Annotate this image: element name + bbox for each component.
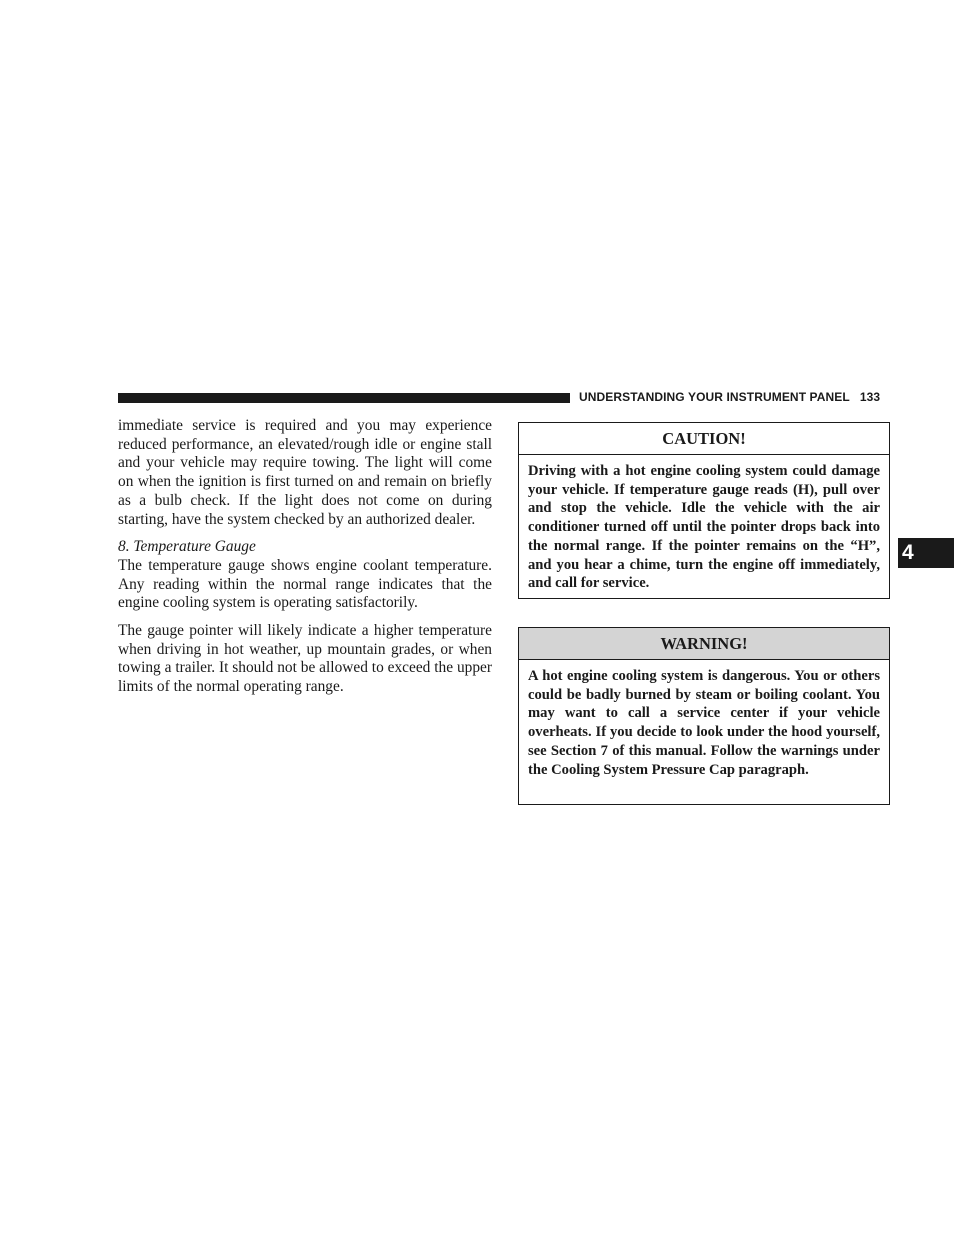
caution-box	[518, 422, 890, 599]
caution-title: CAUTION!	[519, 423, 889, 455]
paragraph-temperature-gauge: The temperature gauge shows engine coolant temperature. Any reading within the normal range indicates that the engine cooling system is operating satisfactorily.	[118, 556, 492, 612]
chapter-tab: 4	[898, 538, 954, 568]
caution-body: Driving with a hot engine cooling system could damage your vehicle. If temperature gauge reads (H), pull over and stop the vehicle. Idle the vehicle with the air conditioner turned off until the pointer drops back into the normal range. If the pointer remains on the “H”, and you hear a chime, turn the engine off immediately, and call for service.	[528, 463, 880, 592]
subheading-temperature-gauge: 8. Temperature Gauge	[118, 538, 256, 556]
warning-title: WARNING!	[519, 628, 889, 660]
running-header	[579, 390, 880, 404]
header-rule	[118, 393, 570, 403]
warning-body: A hot engine cooling system is dangerous. You or others could be badly burned by steam or boiling coolant. You may want to call a service center if your vehicle overheats. If you decide to look under the hood yourself, see Section 7 of this manual. Follow the warnings under the Cooling System Pressure Cap paragraph.	[528, 668, 880, 778]
left-column	[118, 417, 492, 697]
page-number: 133	[859, 390, 881, 404]
paragraph-service: immediate service is required and you may experience reduced performance, an elevated/rough idle or engine stall and your vehicle may require towing. The light will come on when the ignition is first turned on and remain on briefly as a bulb check. If the light does not come on during starting, have the system checked by an authorized dealer.	[118, 417, 492, 528]
paragraph-gauge-pointer: The gauge pointer will likely indicate a higher temperature when driving in hot weather, up mountain grades, or when towing a trailer. It should not be allowed to exceed the upper limits of the normal operating range.	[118, 622, 492, 696]
warning-box	[518, 627, 890, 805]
section-title: UNDERSTANDING YOUR INSTRUMENT PANEL	[579, 390, 850, 404]
